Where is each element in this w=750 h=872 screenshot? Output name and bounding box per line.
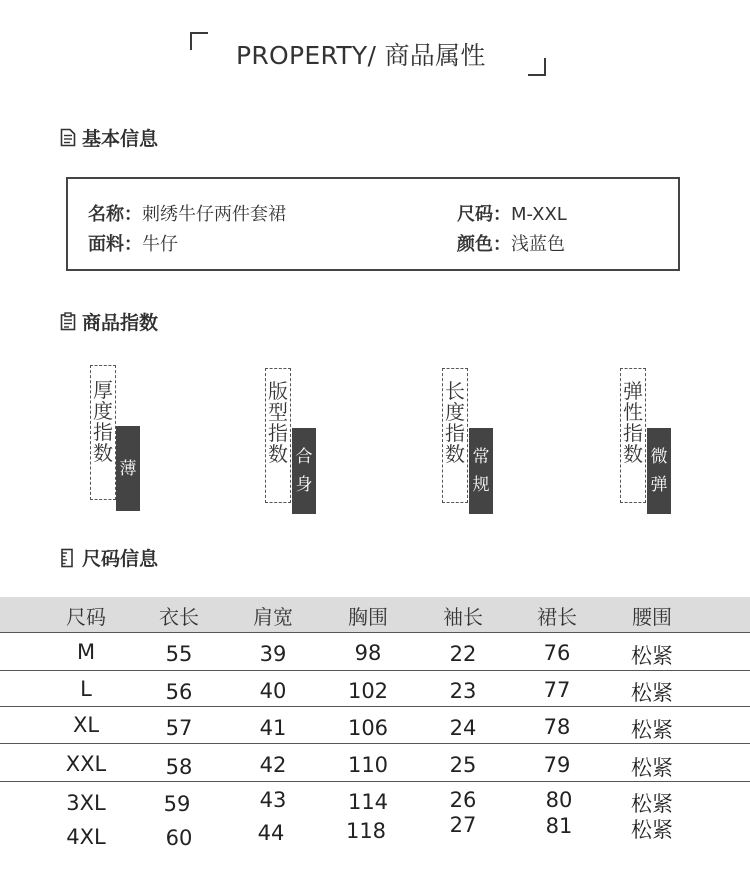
table-cell: 23 (449, 679, 477, 703)
index-elasticity-label: 弹 性 指 数 (623, 379, 643, 466)
table-cell: 60 (165, 826, 193, 850)
table-cell: 81 (545, 814, 573, 838)
table-row-divider (0, 632, 750, 633)
table-cell: 43 (259, 788, 287, 812)
table-cell: 40 (259, 679, 287, 703)
info-fabric-value: 牛仔 (142, 234, 178, 255)
table-cell: 26 (449, 788, 477, 812)
table-cell: 松紧 (631, 792, 673, 816)
table-cell: 56 (165, 680, 193, 704)
table-header-cell: 腰围 (632, 605, 672, 629)
table-cell: 松紧 (631, 644, 673, 668)
index-length-label: 长 度 指 数 (445, 379, 465, 466)
table-header-cell: 袖长 (443, 605, 483, 629)
table-cell: 79 (543, 753, 571, 777)
info-size-value: M-XXL (511, 204, 567, 225)
table-cell: 58 (165, 755, 193, 779)
table-cell: 24 (449, 716, 477, 740)
table-cell: 102 (347, 679, 389, 703)
section-basic-info-title: 基本信息 (82, 128, 159, 150)
info-size-label: 尺码： (457, 204, 511, 225)
info-name-label: 名称： (88, 204, 142, 225)
table-cell: 114 (347, 790, 389, 814)
table-cell: L (80, 677, 92, 701)
table-cell: 110 (347, 753, 389, 777)
section-product-index-title: 商品指数 (82, 312, 159, 334)
table-row-divider (0, 670, 750, 671)
table-row-divider (0, 743, 750, 744)
table-header-cell: 衣长 (159, 605, 199, 629)
table-row-divider (0, 781, 750, 782)
page-title: PROPERTY/ 商品属性 (236, 41, 486, 70)
table-cell: 41 (259, 716, 287, 740)
table-cell: 118 (345, 819, 387, 843)
table-cell: 39 (259, 642, 287, 666)
index-fit-value: 合 身 (292, 428, 316, 514)
section-size-info-title: 尺码信息 (82, 548, 159, 570)
index-elasticity-value: 微 弹 (647, 428, 671, 514)
table-cell: 25 (449, 753, 477, 777)
table-cell: 42 (259, 753, 287, 777)
table-cell: 98 (354, 641, 382, 665)
table-cell: 22 (449, 642, 477, 666)
table-cell: 77 (543, 678, 571, 702)
info-fabric-label: 面料： (88, 234, 142, 255)
index-thickness-value: 薄 (116, 426, 140, 511)
table-header-cell: 裙长 (537, 605, 577, 629)
info-color-value: 浅蓝色 (511, 234, 565, 255)
table-cell: XXL (65, 752, 107, 776)
table-cell: 55 (165, 642, 193, 666)
table-cell: 松紧 (631, 718, 673, 742)
table-row-divider (0, 706, 750, 707)
table-cell: 松紧 (631, 818, 673, 842)
table-cell: 3XL (66, 791, 106, 815)
table-cell: 57 (165, 716, 193, 740)
table-cell: 106 (347, 716, 389, 740)
info-color-label: 颜色： (457, 234, 511, 255)
table-cell: 松紧 (631, 756, 673, 780)
table-cell: 80 (545, 788, 573, 812)
index-thickness-label: 厚 度 指 数 (93, 378, 113, 465)
table-cell: 松紧 (631, 681, 673, 705)
table-cell: 4XL (66, 825, 106, 849)
table-header-cell: 尺码 (66, 605, 106, 629)
table-header-cell: 胸围 (348, 605, 388, 629)
table-cell: M (76, 640, 96, 664)
info-name-value: 刺绣牛仔两件套裙 (142, 204, 286, 225)
index-length-value: 常 规 (469, 428, 493, 514)
table-cell: 27 (449, 813, 477, 837)
table-header-cell: 肩宽 (253, 605, 293, 629)
table-cell: 78 (543, 715, 571, 739)
table-cell: 76 (543, 641, 571, 665)
table-cell: 59 (163, 792, 191, 816)
index-fit-label: 版 型 指 数 (268, 379, 288, 466)
table-cell: 44 (257, 821, 285, 845)
table-cell: XL (72, 713, 100, 737)
